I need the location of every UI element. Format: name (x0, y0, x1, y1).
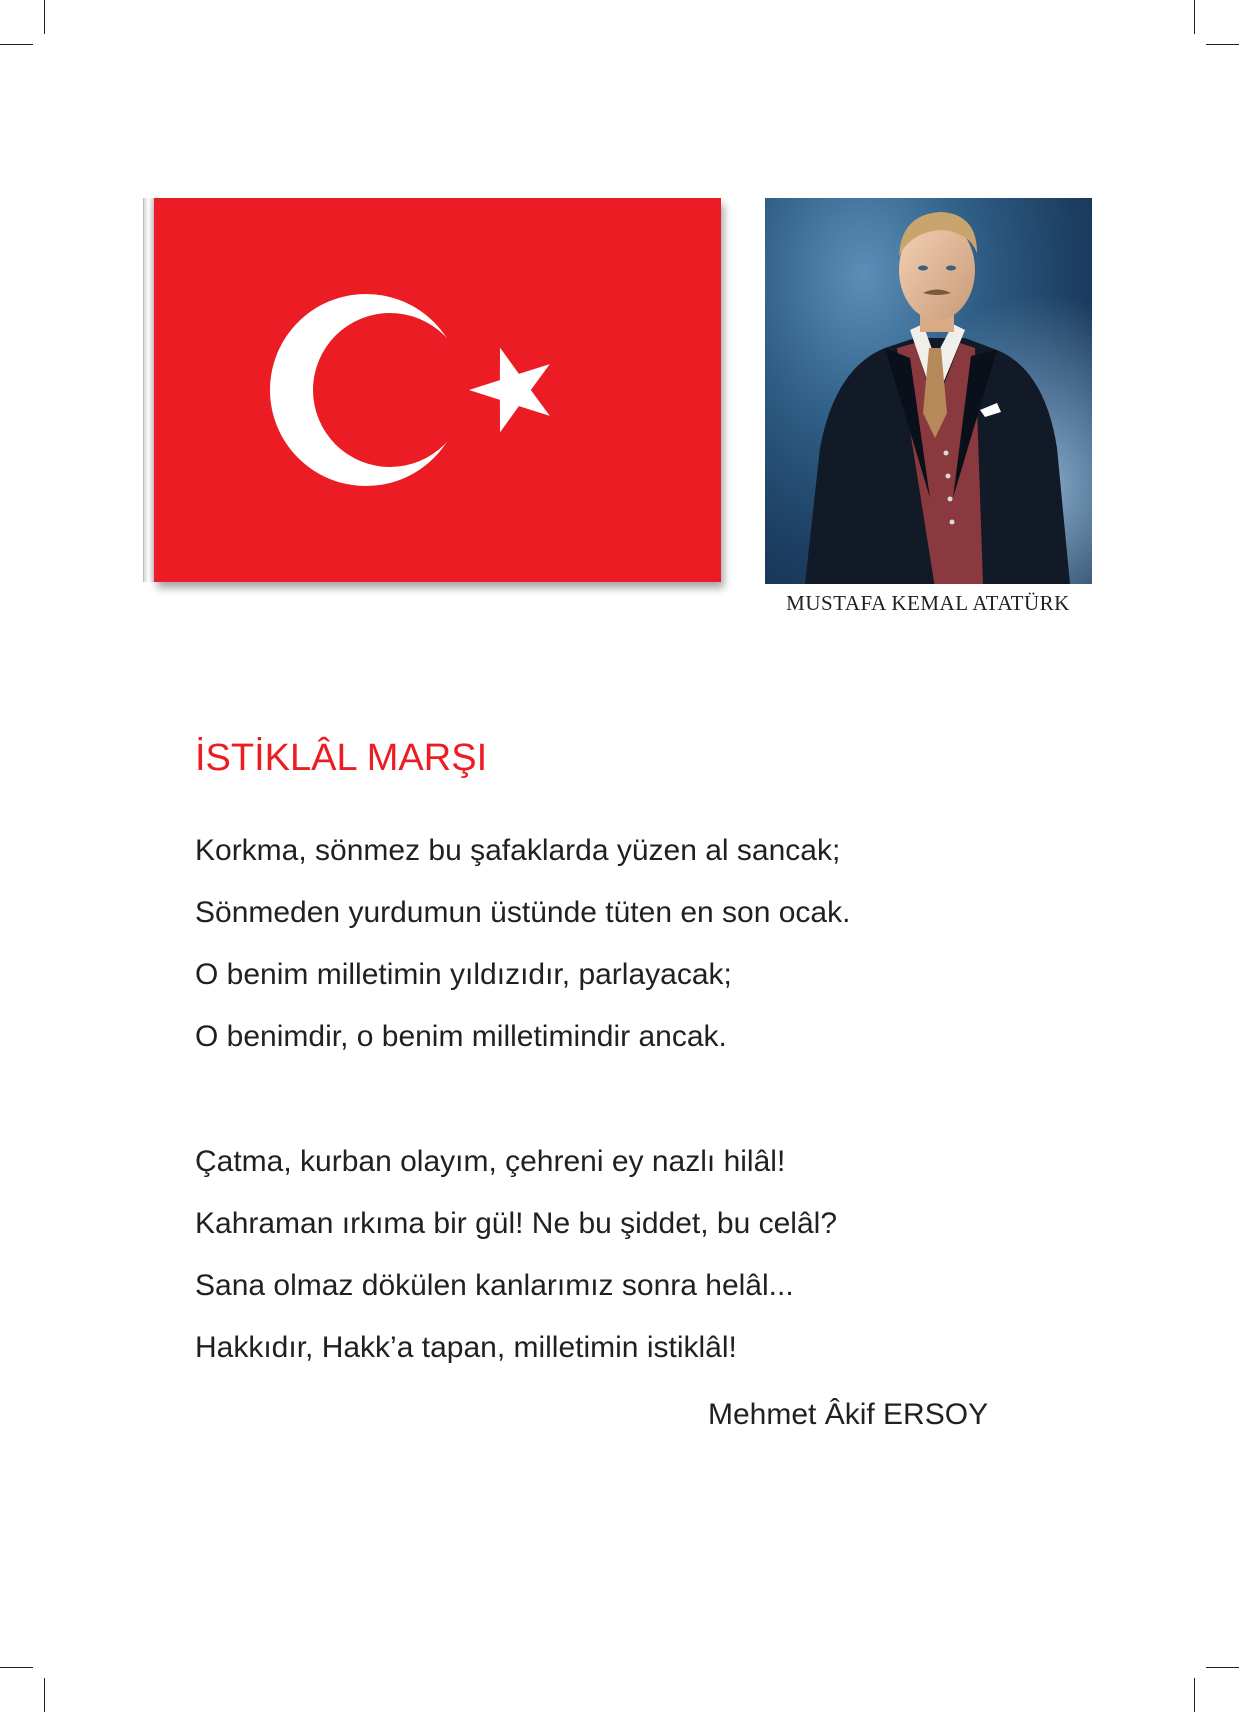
verse-line: Kahraman ırkıma bir gül! Ne bu şiddet, bu celâl? (195, 1207, 837, 1240)
ataturk-portrait (765, 198, 1092, 584)
stanza-2 (195, 1131, 837, 1379)
crop-mark (0, 44, 33, 45)
verse-line: Sana olmaz dökülen kanlarımız sonra helâl... (195, 1269, 794, 1302)
verse-line: O benim milletimin yıldızıdır, parlayacak; (195, 958, 732, 991)
portrait-illustration (765, 198, 1092, 584)
crescent-star-icon (154, 198, 721, 582)
verse-line: Çatma, kurban olayım, çehreni ey nazlı hilâl! (195, 1145, 786, 1178)
crop-mark (44, 0, 45, 34)
anthem-author: Mehmet Âkif ERSOY (708, 1398, 989, 1431)
verse-line: Korkma, sönmez bu şafaklarda yüzen al sancak; (195, 834, 841, 867)
flag-figure (143, 198, 721, 582)
turkish-flag-icon (154, 198, 721, 582)
anthem-title: İSTİKLÂL MARŞI (195, 737, 488, 779)
flag-pole (143, 198, 154, 582)
crop-mark (0, 1667, 33, 1668)
verse-line: O benimdir, o benim milletimindir ancak. (195, 1020, 727, 1053)
crop-mark (1194, 1678, 1195, 1712)
verse-line: Hakkıdır, Hakk’a tapan, milletimin istiklâl! (195, 1331, 737, 1364)
crop-mark (1194, 0, 1195, 34)
crop-mark (44, 1678, 45, 1712)
portrait-caption: MUSTAFA KEMAL ATATÜRK (786, 591, 1070, 615)
verse-line: Sönmeden yurdumun üstünde tüten en son ocak. (195, 896, 851, 929)
crop-mark (1206, 1667, 1239, 1668)
stanza-1 (195, 820, 850, 1068)
crop-mark (1206, 44, 1239, 45)
